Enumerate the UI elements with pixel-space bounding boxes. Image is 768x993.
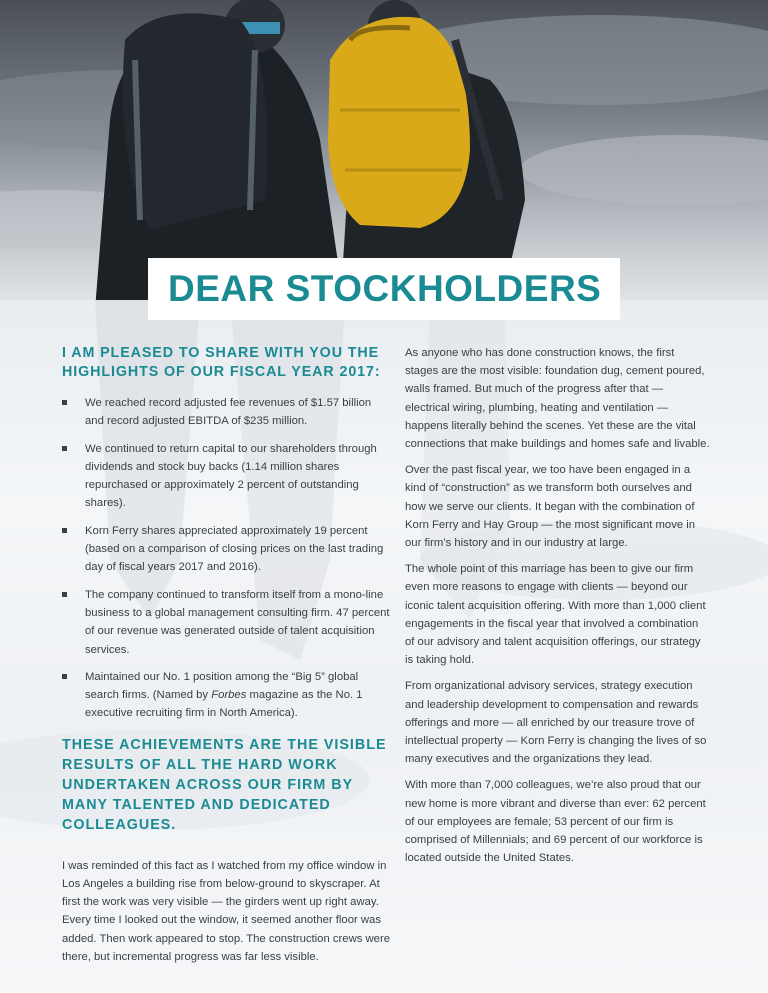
- paragraph: From organizational advisory services, strategy execution and leadership development to compensation and rewards offerings and more — all enriched by our treasure trove of intellectual property — Korn Ferry is changing the lives of so many executives and the organizations they lead.: [405, 680, 707, 766]
- highlights-heading: I AM PLEASED TO SHARE WITH YOU THE HIGHLIGHTS OF OUR FISCAL YEAR 2017:: [62, 345, 381, 380]
- bullet-icon: [62, 446, 67, 451]
- list-item: The company continued to transform itself from a mono-line business to a global management consulting firm. 47 percent of our revenue was generated outside of talent acquisition services.: [62, 586, 392, 659]
- paragraph: The whole point of this marriage has been to give our firm even more reasons to engage with clients — beyond our iconic talent acquisition offering. With more than 1,000 client engagements in the fiscal year that involved a combination of our advisory and talent acquisition offerings, our strategy is taking hold.: [405, 563, 706, 667]
- construction-paragraph: I was reminded of this fact as I watched from my office window in Los Angeles a building rise from below-ground to skyscraper. At first the work was very visible — the girders went up right away. Every time I looked out the window, it seemed another floor was added. Then work appeared to stop. The construction crews were there, but incremental progress was far less visible.: [62, 859, 391, 963]
- list-item: We continued to return capital to our shareholders through dividends and stock buy backs (1.14 million shares repurchased or approximately 2 percent of outstanding shares).: [62, 440, 392, 513]
- bullet-icon: [62, 592, 67, 597]
- bullet-icon: [62, 528, 67, 533]
- achievements-heading: THESE ACHIEVEMENTS ARE THE VISIBLE RESULTS OF ALL THE HARD WORK UNDERTAKEN ACROSS OUR FIRM BY MANY TALENTED AND DEDICATED COLLEAGUES.: [62, 736, 387, 833]
- highlights-list: [62, 394, 392, 723]
- paragraph: As anyone who has done construction knows, the first stages are the most visible: foundation dug, cement poured, walls framed. But much of the progress after that — electrical wiring, plumbing, heating and ventilation — happens literally behind the scenes. Yet these are the vital connections that make buildings and homes safe and livable.: [405, 347, 710, 451]
- right-column: [405, 344, 710, 875]
- left-column: [62, 344, 392, 974]
- list-item: Korn Ferry shares appreciated approximately 19 percent (based on a comparison of closing prices on the last trading day of fiscal years 2017 and 2016).: [62, 522, 392, 577]
- list-item: Maintained our No. 1 position among the “Big 5” global search firms. (Named by Forbes magazine as the No. 1 executive recruiting firm in North America).: [62, 668, 392, 723]
- page-title: DEAR STOCKHOLDERS: [168, 268, 602, 309]
- forbes-italic: Forbes: [211, 689, 247, 702]
- paragraph: With more than 7,000 colleagues, we’re also proud that our new home is more vibrant and diverse than ever: 62 percent of our employees are female; 53 percent of our firm is comprised of Millennials; and 69 percent of our workforce is located outside the United States.: [405, 779, 706, 865]
- bullet-icon: [62, 674, 67, 679]
- bullet-icon: [62, 400, 67, 405]
- list-item: We reached record adjusted fee revenues of $1.57 billion and record adjusted EBITDA of $235 million.: [62, 394, 392, 431]
- paragraph: Over the past fiscal year, we too have been engaged in a kind of “construction” as we transform both ourselves and how we serve our clients. It began with the combination of Korn Ferry and Hay Group — the most significant move in our firm’s history and in our industry at large.: [405, 464, 696, 550]
